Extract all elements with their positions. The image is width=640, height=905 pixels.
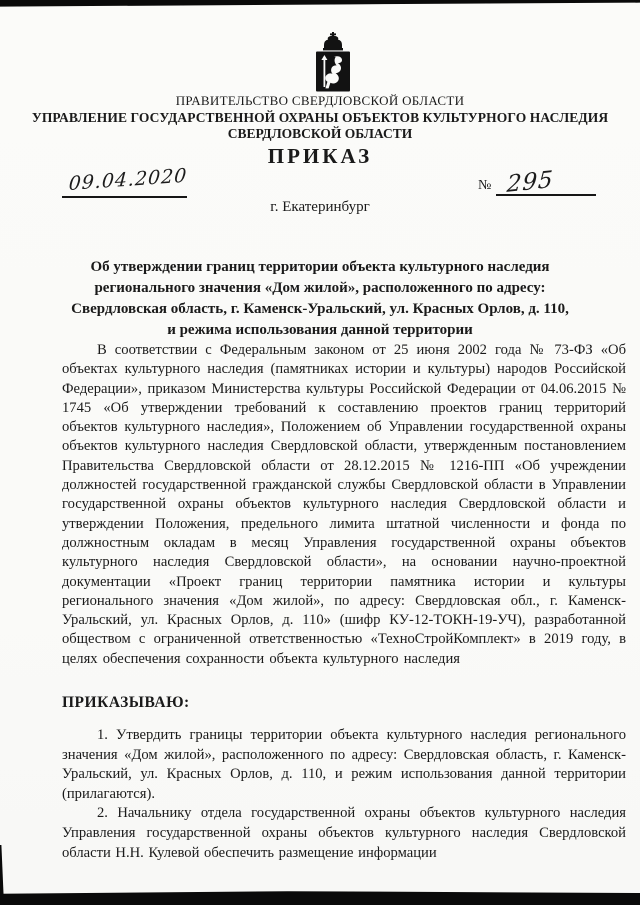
order-item-2: 2. Начальнику отдела государственной охраны объектов культурного наследия Управления государственной охраны объектов культурного наследия Свердловской области Н.Н. Кулевой обеспечить размещение информации (62, 805, 626, 861)
order-items (62, 726, 626, 863)
scan-edge-left (0, 845, 4, 905)
department-name-line2: СВЕРДЛОВСКОЙ ОБЛАСТИ (227, 126, 413, 141)
number-sign-label: № (478, 178, 492, 193)
order-keyword: ПРИКАЗЫВАЮ: (62, 694, 190, 711)
order-subject-line-1: Об утверждении границ территории объекта культурного наследия (90, 259, 550, 275)
order-subject-line-3: Свердловская область, г. Каменск-Уральский, ул. Красных Орлов, д. 110, (71, 301, 569, 317)
order-subject-line-2: регионального значения «Дом жилой», расположенного по адресу: (94, 280, 546, 296)
department-name-line1: УПРАВЛЕНИЕ ГОСУДАРСТВЕННОЙ ОХРАНЫ ОБЪЕКТОВ КУЛЬТУРНОГО НАСЛЕДИЯ (31, 110, 609, 125)
handwritten-date: 09.04.2020 (68, 164, 189, 195)
date-field (62, 164, 189, 198)
scan-edge-bottom (0, 890, 640, 905)
government-name: ПРАВИТЕЛЬСТВО СВЕРДЛОВСКОЙ ОБЛАСТИ (175, 93, 465, 108)
order-subject-title (48, 257, 592, 341)
scan-edge-top (0, 0, 640, 7)
coat-of-arms-icon (313, 32, 353, 92)
document-type-title: ПРИКАЗ (267, 144, 373, 168)
city-line: г. Екатеринбург (270, 199, 370, 215)
order-item-1: 1. Утвердить границы территории объекта культурного наследия регионального значения «Дом жилой», расположенного по адресу: Свердловская область, г. Каменск-Уральский, ул. Красных Орлов, д. 110, и режим использования данной территории (прилагаются). (62, 727, 626, 802)
preamble-paragraph: В соответствии с Федеральным законом от 25 июня 2002 года № 73-ФЗ «Об объектах культурного наследия (памятниках истории и культуры) народов Российской Федерации», приказом Министерства культуры Российской Федерации от 04.06.2015 № 1745 «Об утверждении требований к составлению проектов границ территорий объектов культурного наследия», Положением об Управлении государственной охраны объектов культурного наследия Свердловской области, утвержденным постановлением Правительства Свердловской области от 28.12.2015 № 1216-ПП «Об учреждении должностей государственной гражданской службы Свердловской области в Управлении государственной охраны объектов культурного наследия Свердловской области и утверждении Положения, предельного лимита штатной численности и фонда по должностным окладам в месяц Управления государственной охраны объектов культурного наследия Свердловской области», на основании научно-проектной документации «Проект границ территории памятника истории и культуры регионального значения «Дом жилой», по адресу: Свердловская обл., г. Каменск-Уральский, ул. Красных Орлов, д. 110» (шифр КУ-12-ТОКН-19-УЧ), разработанной обществом с ограниченной ответственностью «ТехноСтройКомплект» в 2019 году, в целях обеспечения сохранности объекта культурного наследия (62, 342, 626, 667)
handwritten-number: 295 (506, 166, 555, 198)
order-subject-line-4: и режима использования данной территории (167, 322, 473, 338)
